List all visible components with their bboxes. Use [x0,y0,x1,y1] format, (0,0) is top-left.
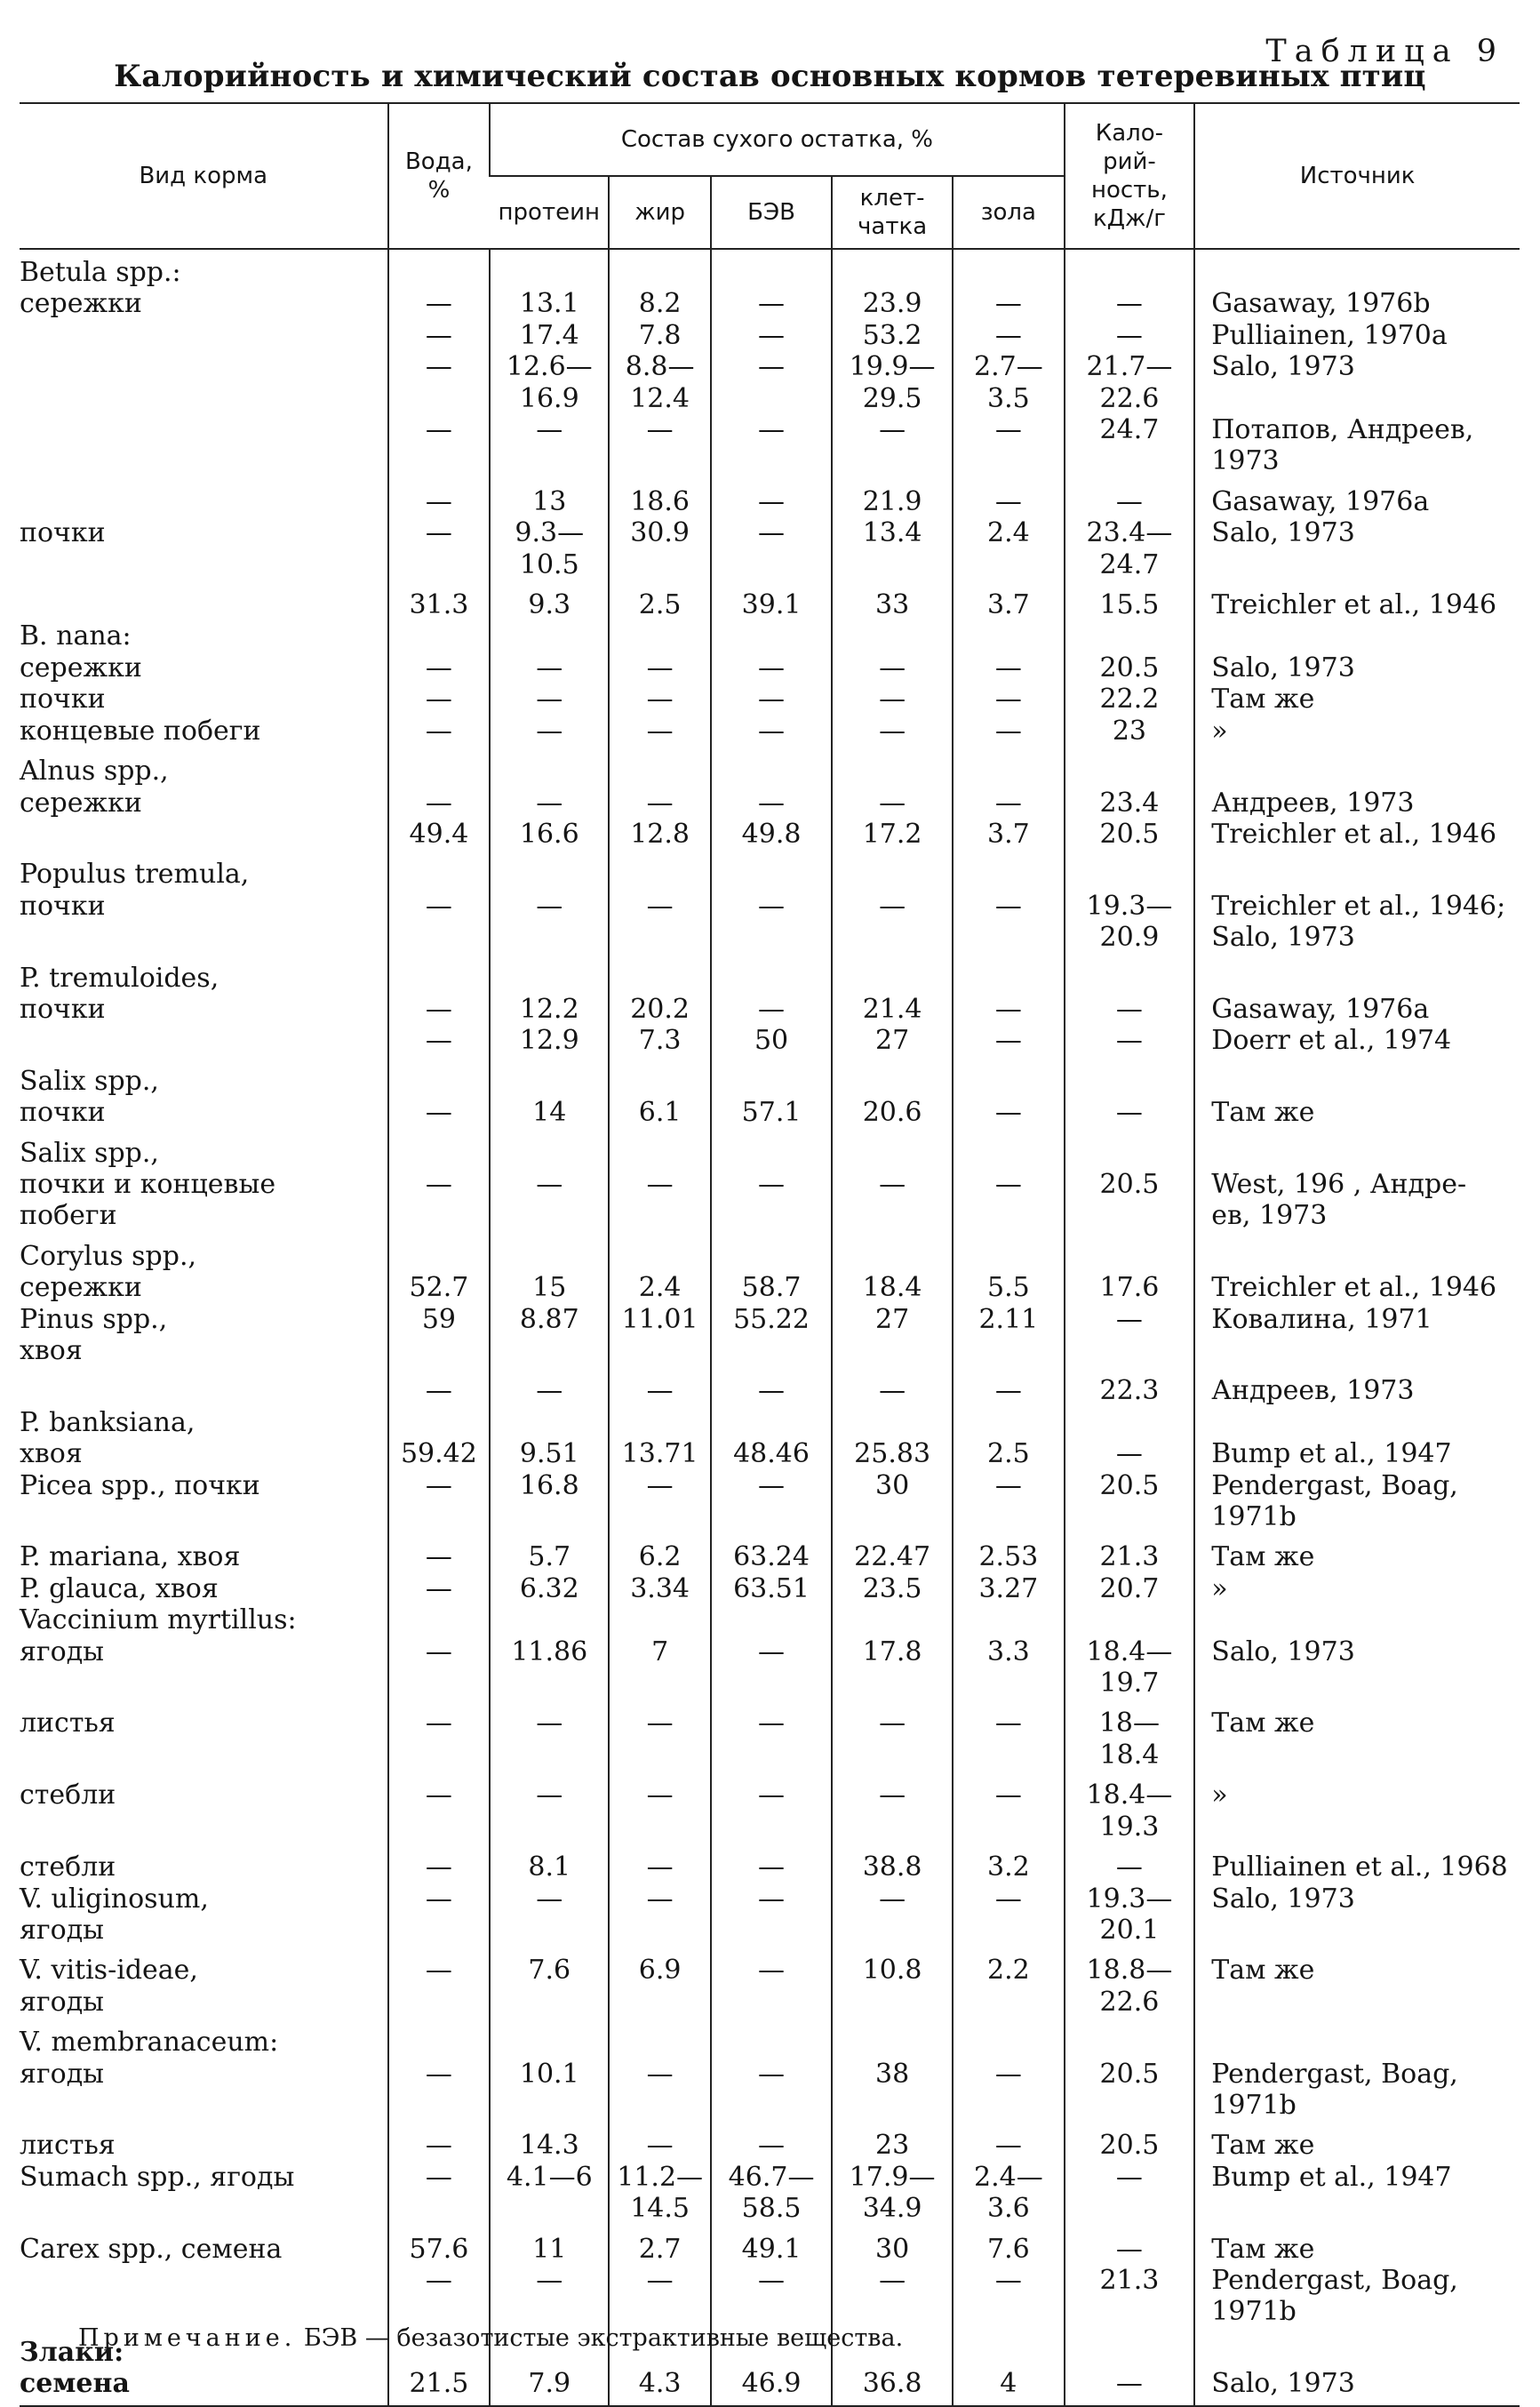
cell-caloric: 19.3— 20.9 [1065,850,1195,953]
cell-water: — [388,1771,491,1843]
cell-feed: Carex spp., семена [20,2233,283,2265]
cell-water: — [388,850,491,953]
cell-fiber: 30 — [832,2225,953,2328]
cell-source: Андреев, 1973 Bump et al., 1947 Pendergast, Boag, 1971b [1194,1366,1520,1532]
cell-fat: 2.5 — — — [609,580,711,747]
cell-fat: 2.7 — [609,2225,711,2328]
cell-caloric: 18.8— 22.6 [1065,1946,1195,2018]
table-row [20,1232,1520,1367]
cell-caloric: 17.6 — [1065,1232,1195,1367]
col-header-feed: Вид корма [139,163,268,189]
cell-ash: — [953,1129,1064,1232]
cell-caloric: 21.3 20.7 18.4— 19.7 [1065,1532,1195,1699]
cell-ash: — 2.5 — [953,1366,1064,1532]
cell-nfe: 58.7 55.22 [711,1232,832,1367]
col-header-source: Источник [1194,103,1520,249]
cell-caloric: 20.5 [1065,1129,1195,1232]
cell-source: Pendergast, Boag, 1971b [1194,2018,1520,2121]
col-header-fiber: клет- чатка [832,176,953,249]
cell-caloric: — 23.4— 24.7 [1065,477,1195,580]
cell-source: Андреев, 1973 Treichler et al., 1946 [1194,747,1520,850]
cell-fiber: 36.8 [832,2328,953,2406]
cell-protein: 7.9 [490,2328,609,2406]
cell-fat: — 13.71 — [609,1366,711,1532]
page-title: Калорийность и химический состав основных кормов тетеревиных птиц [114,59,1426,94]
cell-source: Salo, 1973 [1194,2328,1520,2406]
cell-caloric: — — [1065,954,1195,1057]
cell-protein: 7.6 [490,1946,609,2018]
table-row [20,249,1520,477]
cell-protein: 8.1 — [490,1843,609,1946]
cell-fiber: — [832,1699,953,1771]
cell-nfe: 46.9 [711,2328,832,2406]
cell-feed: листья Sumach spp., ягоды [20,2130,295,2193]
cell-fat: 6.9 [609,1946,711,2018]
cell-protein: 12.2 12.9 [490,954,609,1057]
cell-nfe: 57.1 [711,1057,832,1129]
cell-ash: 2.53 3.27 3.3 [953,1532,1064,1699]
cell-nfe: — — — — [711,249,832,477]
cell-water: — 49.4 [388,747,491,850]
cell-feed: Злаки: семена [20,2328,388,2406]
cell-source: Pulliainen et al., 1968 Salo, 1973 [1194,1843,1520,1946]
cell-water: — [388,1699,491,1771]
cell-fiber: 23.9 53.2 19.9— 29.5 — [832,249,953,477]
cell-water: — — [388,477,491,580]
table-row [20,850,1520,953]
cell-fiber: — [832,1129,953,1232]
cell-fiber: 33 — — — [832,580,953,747]
cell-feed: Alnus spp., сережки [20,756,169,819]
cell-caloric: 20.5 — [1065,2121,1195,2224]
cell-nfe: — — [711,1843,832,1946]
cell-feed: Corylus spp., сережки Pinus spp., хвоя [20,1240,197,1366]
cell-fat: — [609,1129,711,1232]
cell-source: Там же [1194,1057,1520,1129]
cell-protein: 11 — [490,2225,609,2328]
cell-caloric: — [1065,1057,1195,1129]
cell-caloric: 18— 18.4 [1065,1699,1195,1771]
cell-protein: 15 8.87 [490,1232,609,1367]
col-header-protein: протеин [490,176,609,249]
cell-ash: 3.7 — — — [953,580,1064,747]
table-row [20,1699,1520,1771]
cell-ash: — 2.4— 3.6 [953,2121,1064,2224]
cell-feed: P. banksiana, хвоя Picea spp., почки [20,1406,260,1501]
cell-source: » [1194,1771,1520,1843]
table-row [20,747,1520,850]
cell-nfe: — [711,1946,832,2018]
col-header-fat: жир [609,176,711,249]
cell-fiber: 38 [832,2018,953,2121]
cell-ash: — 2.4 [953,477,1064,580]
cell-caloric: 23.4 20.5 [1065,747,1195,850]
cell-caloric: — — 21.7— 22.6 24.7 [1065,249,1195,477]
cell-water: 21.5 [388,2328,491,2406]
cell-fat: 8.2 7.8 8.8— 12.4 — [609,249,711,477]
cell-fiber: 38.8 — [832,1843,953,1946]
cell-nfe: — [711,850,832,953]
cell-water: — [388,1129,491,1232]
cell-fat: — [609,850,711,953]
cell-ash: 5.5 2.11 [953,1232,1064,1367]
cell-nfe: 63.24 63.51 — [711,1532,832,1699]
table-row [20,477,1520,580]
cell-source: Gasaway, 1976a Doerr et al., 1974 [1194,954,1520,1057]
cell-water: — — — [388,1532,491,1699]
cell-feed: стебли V. uliginosum, ягоды [20,1851,209,1946]
cell-protein: 13.1 17.4 12.6— 16.9 — [490,249,609,477]
cell-feed: V. membranaceum: ягоды [20,2027,279,2090]
cell-feed: P. mariana, хвоя P. glauca, хвоя Vaccinium myrtillus: ягоды [20,1541,297,1667]
cell-feed: Salix spp., почки [20,1065,159,1129]
col-header-ash: зола [953,176,1064,249]
cell-fiber: 21.9 13.4 [832,477,953,580]
cell-fat: — — [609,1843,711,1946]
table-row [20,1771,1520,1843]
note-label: Примечание. [78,2324,297,2352]
cell-protein: — [490,1129,609,1232]
table-row [20,2121,1520,2224]
cell-protein: — [490,1771,609,1843]
cell-nfe: 39.1 — — — [711,580,832,747]
cell-protein: — [490,1699,609,1771]
cell-source: Gasaway, 1976a Salo, 1973 [1194,477,1520,580]
cell-source: Treichler et al., 1946 Salo, 1973 Там же » [1194,580,1520,747]
table-row [20,954,1520,1057]
cell-ash: 4 [953,2328,1064,2406]
cell-feed: V. vitis-ideae, ягоды [20,1955,198,2018]
cell-ash: — — 2.7— 3.5 — [953,249,1064,477]
cell-fat: 2.4 11.01 [609,1232,711,1367]
cell-feed: Populus tremula, почки [20,859,250,922]
cell-fiber: — 25.83 30 [832,1366,953,1532]
cell-fiber: 18.4 27 [832,1232,953,1367]
cell-fat: — 12.8 [609,747,711,850]
cell-source: Treichler et al., 1946; Salo, 1973 [1194,850,1520,953]
cell-ash: — [953,1771,1064,1843]
cell-water: — 59.42 — [388,1366,491,1532]
cell-water: — — — — [388,249,491,477]
table-row [20,1057,1520,1129]
cell-water: 31.3 — — — [388,580,491,747]
cell-water: — — [388,1843,491,1946]
cell-nfe: 49.1 — [711,2225,832,2328]
cell-nfe: — 50 [711,954,832,1057]
cell-fiber: — [832,1771,953,1843]
cell-ash: — 3.7 [953,747,1064,850]
cell-nfe: — 46.7— 58.5 [711,2121,832,2224]
cell-source: Treichler et al., 1946 Ковалина, 1971 [1194,1232,1520,1367]
cell-fiber: 21.4 27 [832,954,953,1057]
cell-source: Там же [1194,1699,1520,1771]
cell-source: West, 196 , Андре- ев, 1973 [1194,1129,1520,1232]
cell-feed: листья [20,1707,116,1739]
cell-water: — — [388,2121,491,2224]
cell-caloric: 18.4— 19.3 [1065,1771,1195,1843]
cell-fiber: 23 17.9— 34.9 [832,2121,953,2224]
cell-water: 57.6 — [388,2225,491,2328]
cell-feed: почки [20,517,106,549]
cell-caloric: — 19.3— 20.1 [1065,1843,1195,1946]
table-row [20,1366,1520,1532]
cell-fat: 18.6 30.9 [609,477,711,580]
cell-source: Там же Bump et al., 1947 [1194,2121,1520,2224]
cell-fiber: 10.8 [832,1946,953,2018]
cell-nfe: — [711,1129,832,1232]
cell-fat: — [609,1771,711,1843]
col-header-nfe: БЭВ [711,176,832,249]
col-header-water: Вода, % [388,103,491,249]
cell-nfe: — 49.8 [711,747,832,850]
cell-caloric: 15.5 20.5 22.2 23 [1065,580,1195,747]
table-row [20,1532,1520,1699]
cell-protein: — 9.51 16.8 [490,1366,609,1532]
cell-fiber: — [832,850,953,953]
cell-nfe: — [711,1699,832,1771]
cell-water: — [388,1057,491,1129]
cell-fat: 4.3 [609,2328,711,2406]
cell-feed: Betula spp.: сережки [20,257,181,320]
cell-source: Там же Pendergast, Boag, 1971b [1194,2225,1520,2328]
cell-source: Gasaway, 1976b Pulliainen, 1970a Salo, 1973 Потапов, Андреев, 1973 [1194,249,1520,477]
table-row [20,2225,1520,2328]
cell-fat: — 11.2— 14.5 [609,2121,711,2224]
cell-caloric: — [1065,2328,1195,2406]
table-row [20,2018,1520,2121]
data-table [20,102,1520,2407]
cell-source: Там же » Salo, 1973 [1194,1532,1520,1699]
cell-ash: — [953,850,1064,953]
cell-water: — — [388,954,491,1057]
cell-ash: 7.6 — [953,2225,1064,2328]
cell-protein: 14 [490,1057,609,1129]
cell-protein: 9.3 — — — [490,580,609,747]
cell-fat: 6.2 3.34 7 [609,1532,711,1699]
cell-nfe: — 48.46 — [711,1366,832,1532]
cell-protein: 13 9.3— 10.5 [490,477,609,580]
table-label: Таблица 9 [1265,34,1504,69]
cell-caloric: — 21.3 [1065,2225,1195,2328]
table-row [20,1129,1520,1232]
cell-ash: 3.2 — [953,1843,1064,1946]
cell-fat: 6.1 [609,1057,711,1129]
note-text: БЭВ — безазотистые экстрактивные вещества. [296,2324,904,2352]
cell-ash: — [953,1057,1064,1129]
cell-protein: — [490,850,609,953]
cell-fiber: — 17.2 [832,747,953,850]
cell-nfe: — [711,1771,832,1843]
cell-protein: 10.1 [490,2018,609,2121]
cell-caloric: 20.5 [1065,2018,1195,2121]
table-container [20,102,1520,2407]
cell-ash: — [953,2018,1064,2121]
col-header-caloric: Кало- рий- ность, кДж/г [1065,103,1195,249]
cell-feed: P. tremuloides, почки [20,962,219,1025]
cell-fat: — [609,1699,711,1771]
cell-nfe: — — [711,477,832,580]
cell-feed: Salix spp., почки и концевые побеги [20,1137,276,1232]
cell-fiber: 22.47 23.5 17.8 [832,1532,953,1699]
table-row [20,1946,1520,2018]
cell-fat: — [609,2018,711,2121]
table-body [20,249,1520,2406]
cell-fiber: 20.6 [832,1057,953,1129]
cell-source: Там же [1194,1946,1520,2018]
table-row [20,580,1520,747]
cell-water: — [388,1946,491,2018]
cell-protein: 14.3 4.1—6 [490,2121,609,2224]
cell-protein: 5.7 6.32 11.86 [490,1532,609,1699]
table-row [20,1843,1520,1946]
cell-feed: B. nana: сережки почки концевые побеги [20,620,261,747]
cell-feed: стебли [20,1779,116,1811]
cell-caloric: 22.3 — 20.5 [1065,1366,1195,1532]
cell-fat: 20.2 7.3 [609,954,711,1057]
cell-ash: — — [953,954,1064,1057]
cell-protein: — 16.6 [490,747,609,850]
cell-ash: — [953,1699,1064,1771]
col-header-dry-matter: Состав сухого остатка, % [490,103,1064,176]
cell-nfe: — [711,2018,832,2121]
cell-water: — [388,2018,491,2121]
cell-ash: 2.2 [953,1946,1064,2018]
cell-water: 52.7 59 [388,1232,491,1367]
